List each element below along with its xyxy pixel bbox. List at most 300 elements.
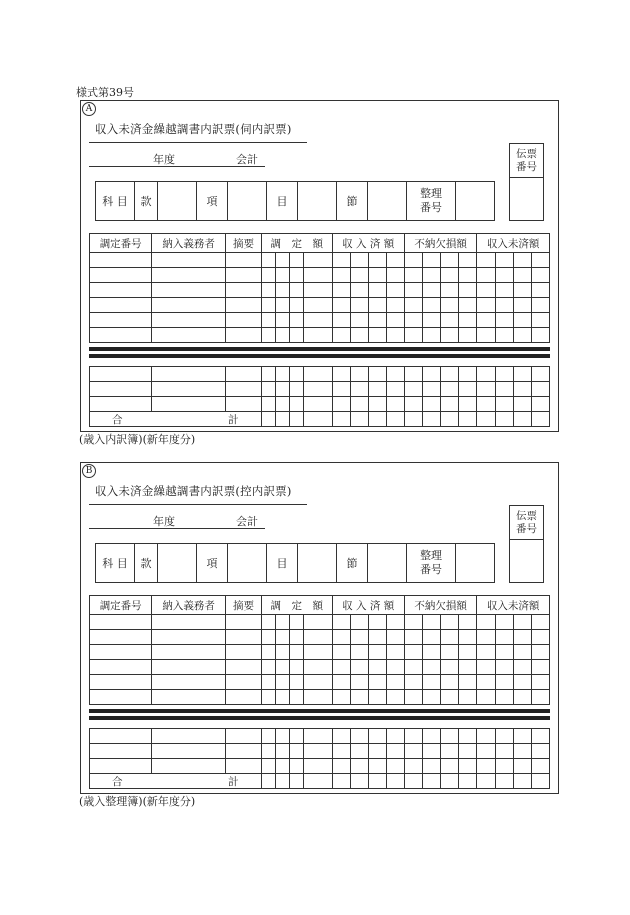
amount-digit-cell[interactable] — [386, 729, 404, 744]
amount-digit-cell[interactable] — [531, 645, 549, 660]
amount-digit-cell[interactable] — [477, 675, 495, 690]
amount-digit-cell[interactable] — [404, 729, 422, 744]
amount-digit-cell[interactable] — [276, 298, 290, 313]
summary-cell[interactable] — [225, 729, 261, 744]
chotei-number-cell[interactable] — [90, 729, 152, 744]
amount-digit-cell[interactable] — [423, 268, 441, 283]
amount-digit-cell[interactable] — [262, 744, 276, 759]
amount-digit-cell[interactable] — [423, 759, 441, 774]
summary-cell[interactable] — [225, 690, 261, 705]
amount-digit-cell[interactable] — [350, 630, 368, 645]
amount-digit-cell[interactable] — [477, 382, 495, 397]
summary-cell[interactable] — [225, 744, 261, 759]
amount-digit-cell[interactable] — [386, 397, 404, 412]
amount-digit-cell[interactable] — [513, 759, 531, 774]
amount-digit-cell[interactable] — [404, 690, 422, 705]
chotei-number-cell[interactable] — [90, 660, 152, 675]
amount-digit-cell[interactable] — [459, 660, 477, 675]
summary-cell[interactable] — [225, 660, 261, 675]
amount-digit-cell[interactable] — [262, 298, 276, 313]
amount-digit-cell[interactable] — [332, 675, 350, 690]
amount-digit-cell[interactable] — [477, 690, 495, 705]
amount-digit-cell[interactable] — [531, 615, 549, 630]
amount-digit-cell[interactable] — [276, 729, 290, 744]
amount-digit-cell[interactable] — [290, 253, 304, 268]
obligor-cell[interactable] — [152, 298, 225, 313]
amount-digit-cell[interactable] — [531, 268, 549, 283]
amount-digit-cell[interactable] — [459, 630, 477, 645]
amount-digit-cell[interactable] — [441, 253, 459, 268]
amount-digit-cell[interactable] — [368, 774, 386, 789]
amount-digit-cell[interactable] — [404, 744, 422, 759]
amount-digit-cell[interactable] — [304, 253, 332, 268]
summary-cell[interactable] — [225, 268, 261, 283]
amount-digit-cell[interactable] — [332, 298, 350, 313]
summary-cell[interactable] — [225, 397, 261, 412]
amount-digit-cell[interactable] — [262, 397, 276, 412]
amount-digit-cell[interactable] — [441, 268, 459, 283]
amount-digit-cell[interactable] — [423, 313, 441, 328]
amount-digit-cell[interactable] — [368, 615, 386, 630]
amount-digit-cell[interactable] — [531, 774, 549, 789]
kou-field[interactable] — [228, 182, 267, 221]
amount-digit-cell[interactable] — [368, 283, 386, 298]
obligor-cell[interactable] — [152, 313, 225, 328]
amount-digit-cell[interactable] — [495, 313, 513, 328]
amount-digit-cell[interactable] — [477, 268, 495, 283]
amount-digit-cell[interactable] — [404, 759, 422, 774]
amount-digit-cell[interactable] — [423, 298, 441, 313]
amount-digit-cell[interactable] — [386, 774, 404, 789]
amount-digit-cell[interactable] — [441, 759, 459, 774]
obligor-cell[interactable] — [152, 729, 225, 744]
amount-digit-cell[interactable] — [423, 615, 441, 630]
amount-digit-cell[interactable] — [531, 313, 549, 328]
amount-digit-cell[interactable] — [332, 382, 350, 397]
amount-digit-cell[interactable] — [477, 645, 495, 660]
amount-digit-cell[interactable] — [495, 645, 513, 660]
amount-digit-cell[interactable] — [262, 313, 276, 328]
amount-digit-cell[interactable] — [368, 690, 386, 705]
amount-digit-cell[interactable] — [404, 268, 422, 283]
amount-digit-cell[interactable] — [386, 382, 404, 397]
amount-digit-cell[interactable] — [262, 729, 276, 744]
amount-digit-cell[interactable] — [441, 412, 459, 427]
obligor-cell[interactable] — [152, 759, 225, 774]
summary-cell[interactable] — [225, 759, 261, 774]
amount-digit-cell[interactable] — [441, 328, 459, 343]
amount-digit-cell[interactable] — [332, 367, 350, 382]
amount-digit-cell[interactable] — [290, 328, 304, 343]
amount-digit-cell[interactable] — [459, 774, 477, 789]
amount-digit-cell[interactable] — [290, 367, 304, 382]
obligor-cell[interactable] — [152, 645, 225, 660]
amount-digit-cell[interactable] — [495, 630, 513, 645]
amount-digit-cell[interactable] — [290, 283, 304, 298]
amount-digit-cell[interactable] — [332, 630, 350, 645]
amount-digit-cell[interactable] — [423, 729, 441, 744]
amount-digit-cell[interactable] — [290, 268, 304, 283]
amount-digit-cell[interactable] — [368, 313, 386, 328]
amount-digit-cell[interactable] — [477, 298, 495, 313]
amount-digit-cell[interactable] — [386, 367, 404, 382]
amount-digit-cell[interactable] — [441, 283, 459, 298]
amount-digit-cell[interactable] — [262, 660, 276, 675]
amount-digit-cell[interactable] — [332, 645, 350, 660]
amount-digit-cell[interactable] — [423, 660, 441, 675]
amount-digit-cell[interactable] — [386, 412, 404, 427]
amount-digit-cell[interactable] — [262, 328, 276, 343]
amount-digit-cell[interactable] — [404, 630, 422, 645]
kou-field[interactable] — [228, 544, 267, 583]
amount-digit-cell[interactable] — [290, 729, 304, 744]
amount-digit-cell[interactable] — [477, 283, 495, 298]
amount-digit-cell[interactable] — [477, 313, 495, 328]
amount-digit-cell[interactable] — [531, 744, 549, 759]
amount-digit-cell[interactable] — [368, 660, 386, 675]
amount-digit-cell[interactable] — [350, 675, 368, 690]
chotei-number-cell[interactable] — [90, 328, 152, 343]
amount-digit-cell[interactable] — [404, 412, 422, 427]
amount-digit-cell[interactable] — [459, 283, 477, 298]
amount-digit-cell[interactable] — [262, 367, 276, 382]
moku-field[interactable] — [298, 544, 337, 583]
amount-digit-cell[interactable] — [262, 615, 276, 630]
amount-digit-cell[interactable] — [386, 690, 404, 705]
amount-digit-cell[interactable] — [368, 645, 386, 660]
amount-digit-cell[interactable] — [304, 313, 332, 328]
chotei-number-cell[interactable] — [90, 253, 152, 268]
obligor-cell[interactable] — [152, 615, 225, 630]
amount-digit-cell[interactable] — [262, 283, 276, 298]
amount-digit-cell[interactable] — [423, 382, 441, 397]
amount-digit-cell[interactable] — [350, 313, 368, 328]
amount-digit-cell[interactable] — [332, 328, 350, 343]
amount-digit-cell[interactable] — [459, 615, 477, 630]
amount-digit-cell[interactable] — [332, 774, 350, 789]
amount-digit-cell[interactable] — [404, 382, 422, 397]
amount-digit-cell[interactable] — [404, 675, 422, 690]
amount-digit-cell[interactable] — [276, 328, 290, 343]
amount-digit-cell[interactable] — [276, 268, 290, 283]
amount-digit-cell[interactable] — [350, 744, 368, 759]
seiri-number-field[interactable] — [456, 544, 495, 583]
obligor-cell[interactable] — [152, 744, 225, 759]
amount-digit-cell[interactable] — [531, 675, 549, 690]
amount-digit-cell[interactable] — [459, 645, 477, 660]
amount-digit-cell[interactable] — [386, 744, 404, 759]
summary-cell[interactable] — [225, 630, 261, 645]
chotei-number-cell[interactable] — [90, 615, 152, 630]
amount-digit-cell[interactable] — [304, 367, 332, 382]
summary-cell[interactable] — [225, 382, 261, 397]
amount-digit-cell[interactable] — [304, 397, 332, 412]
obligor-cell[interactable] — [152, 382, 225, 397]
seiri-number-field[interactable] — [456, 182, 495, 221]
setsu-field[interactable] — [368, 182, 407, 221]
amount-digit-cell[interactable] — [531, 382, 549, 397]
amount-digit-cell[interactable] — [477, 759, 495, 774]
amount-digit-cell[interactable] — [477, 729, 495, 744]
amount-digit-cell[interactable] — [290, 675, 304, 690]
amount-digit-cell[interactable] — [404, 645, 422, 660]
amount-digit-cell[interactable] — [423, 253, 441, 268]
amount-digit-cell[interactable] — [276, 367, 290, 382]
amount-digit-cell[interactable] — [404, 328, 422, 343]
amount-digit-cell[interactable] — [531, 298, 549, 313]
chotei-number-cell[interactable] — [90, 268, 152, 283]
kan-field[interactable] — [158, 182, 197, 221]
amount-digit-cell[interactable] — [513, 690, 531, 705]
amount-digit-cell[interactable] — [332, 412, 350, 427]
amount-digit-cell[interactable] — [386, 298, 404, 313]
amount-digit-cell[interactable] — [495, 615, 513, 630]
setsu-field[interactable] — [368, 544, 407, 583]
amount-digit-cell[interactable] — [513, 367, 531, 382]
amount-digit-cell[interactable] — [441, 774, 459, 789]
chotei-number-cell[interactable] — [90, 298, 152, 313]
amount-digit-cell[interactable] — [477, 660, 495, 675]
amount-digit-cell[interactable] — [495, 298, 513, 313]
amount-digit-cell[interactable] — [423, 367, 441, 382]
amount-digit-cell[interactable] — [477, 615, 495, 630]
amount-digit-cell[interactable] — [262, 690, 276, 705]
amount-digit-cell[interactable] — [276, 412, 290, 427]
amount-digit-cell[interactable] — [441, 382, 459, 397]
amount-digit-cell[interactable] — [290, 774, 304, 789]
amount-digit-cell[interactable] — [350, 774, 368, 789]
summary-cell[interactable] — [225, 367, 261, 382]
amount-digit-cell[interactable] — [531, 328, 549, 343]
obligor-cell[interactable] — [152, 328, 225, 343]
amount-digit-cell[interactable] — [276, 313, 290, 328]
amount-digit-cell[interactable] — [531, 729, 549, 744]
summary-cell[interactable] — [225, 253, 261, 268]
amount-digit-cell[interactable] — [495, 283, 513, 298]
amount-digit-cell[interactable] — [304, 759, 332, 774]
amount-digit-cell[interactable] — [290, 382, 304, 397]
amount-digit-cell[interactable] — [290, 660, 304, 675]
amount-digit-cell[interactable] — [386, 253, 404, 268]
amount-digit-cell[interactable] — [386, 615, 404, 630]
amount-digit-cell[interactable] — [368, 412, 386, 427]
amount-digit-cell[interactable] — [332, 759, 350, 774]
amount-digit-cell[interactable] — [495, 660, 513, 675]
summary-cell[interactable] — [225, 283, 261, 298]
amount-digit-cell[interactable] — [459, 690, 477, 705]
amount-digit-cell[interactable] — [304, 412, 332, 427]
amount-digit-cell[interactable] — [513, 298, 531, 313]
amount-digit-cell[interactable] — [513, 615, 531, 630]
amount-digit-cell[interactable] — [304, 690, 332, 705]
amount-digit-cell[interactable] — [290, 690, 304, 705]
chotei-number-cell[interactable] — [90, 630, 152, 645]
amount-digit-cell[interactable] — [495, 397, 513, 412]
slip-number-box[interactable] — [509, 143, 544, 221]
amount-digit-cell[interactable] — [386, 660, 404, 675]
amount-digit-cell[interactable] — [477, 328, 495, 343]
amount-digit-cell[interactable] — [290, 313, 304, 328]
amount-digit-cell[interactable] — [423, 690, 441, 705]
amount-digit-cell[interactable] — [276, 759, 290, 774]
amount-digit-cell[interactable] — [368, 382, 386, 397]
amount-digit-cell[interactable] — [304, 645, 332, 660]
amount-digit-cell[interactable] — [350, 397, 368, 412]
amount-digit-cell[interactable] — [276, 253, 290, 268]
amount-digit-cell[interactable] — [276, 283, 290, 298]
amount-digit-cell[interactable] — [477, 630, 495, 645]
amount-digit-cell[interactable] — [350, 690, 368, 705]
amount-digit-cell[interactable] — [513, 283, 531, 298]
amount-digit-cell[interactable] — [495, 253, 513, 268]
amount-digit-cell[interactable] — [495, 690, 513, 705]
slip-number-box[interactable] — [509, 505, 544, 583]
amount-digit-cell[interactable] — [495, 759, 513, 774]
amount-digit-cell[interactable] — [423, 645, 441, 660]
amount-digit-cell[interactable] — [459, 328, 477, 343]
obligor-cell[interactable] — [152, 690, 225, 705]
amount-digit-cell[interactable] — [404, 397, 422, 412]
amount-digit-cell[interactable] — [477, 744, 495, 759]
amount-digit-cell[interactable] — [404, 660, 422, 675]
amount-digit-cell[interactable] — [495, 729, 513, 744]
amount-digit-cell[interactable] — [290, 412, 304, 427]
amount-digit-cell[interactable] — [276, 645, 290, 660]
amount-digit-cell[interactable] — [441, 615, 459, 630]
obligor-cell[interactable] — [152, 660, 225, 675]
amount-digit-cell[interactable] — [459, 729, 477, 744]
amount-digit-cell[interactable] — [368, 367, 386, 382]
amount-digit-cell[interactable] — [350, 382, 368, 397]
amount-digit-cell[interactable] — [304, 729, 332, 744]
amount-digit-cell[interactable] — [304, 630, 332, 645]
amount-digit-cell[interactable] — [276, 615, 290, 630]
amount-digit-cell[interactable] — [350, 759, 368, 774]
amount-digit-cell[interactable] — [404, 283, 422, 298]
amount-digit-cell[interactable] — [386, 675, 404, 690]
amount-digit-cell[interactable] — [386, 268, 404, 283]
obligor-cell[interactable] — [152, 367, 225, 382]
amount-digit-cell[interactable] — [477, 367, 495, 382]
amount-digit-cell[interactable] — [386, 630, 404, 645]
amount-digit-cell[interactable] — [350, 253, 368, 268]
amount-digit-cell[interactable] — [262, 412, 276, 427]
amount-digit-cell[interactable] — [495, 268, 513, 283]
summary-cell[interactable] — [225, 298, 261, 313]
amount-digit-cell[interactable] — [513, 397, 531, 412]
amount-digit-cell[interactable] — [386, 759, 404, 774]
amount-digit-cell[interactable] — [513, 660, 531, 675]
amount-digit-cell[interactable] — [350, 283, 368, 298]
chotei-number-cell[interactable] — [90, 744, 152, 759]
amount-digit-cell[interactable] — [332, 268, 350, 283]
amount-digit-cell[interactable] — [513, 328, 531, 343]
amount-digit-cell[interactable] — [350, 328, 368, 343]
amount-digit-cell[interactable] — [441, 645, 459, 660]
amount-digit-cell[interactable] — [441, 630, 459, 645]
amount-digit-cell[interactable] — [513, 268, 531, 283]
amount-digit-cell[interactable] — [423, 630, 441, 645]
amount-digit-cell[interactable] — [350, 615, 368, 630]
amount-digit-cell[interactable] — [495, 744, 513, 759]
chotei-number-cell[interactable] — [90, 675, 152, 690]
kan-field[interactable] — [158, 544, 197, 583]
amount-digit-cell[interactable] — [304, 268, 332, 283]
amount-digit-cell[interactable] — [368, 729, 386, 744]
amount-digit-cell[interactable] — [459, 382, 477, 397]
amount-digit-cell[interactable] — [477, 774, 495, 789]
amount-digit-cell[interactable] — [441, 690, 459, 705]
obligor-cell[interactable] — [152, 675, 225, 690]
amount-digit-cell[interactable] — [332, 744, 350, 759]
chotei-number-cell[interactable] — [90, 759, 152, 774]
amount-digit-cell[interactable] — [459, 744, 477, 759]
amount-digit-cell[interactable] — [459, 253, 477, 268]
summary-cell[interactable] — [225, 645, 261, 660]
amount-digit-cell[interactable] — [262, 253, 276, 268]
chotei-number-cell[interactable] — [90, 690, 152, 705]
amount-digit-cell[interactable] — [513, 675, 531, 690]
amount-digit-cell[interactable] — [262, 675, 276, 690]
amount-digit-cell[interactable] — [262, 268, 276, 283]
amount-digit-cell[interactable] — [350, 367, 368, 382]
summary-cell[interactable] — [225, 313, 261, 328]
amount-digit-cell[interactable] — [459, 397, 477, 412]
amount-digit-cell[interactable] — [531, 630, 549, 645]
moku-field[interactable] — [298, 182, 337, 221]
amount-digit-cell[interactable] — [404, 298, 422, 313]
amount-digit-cell[interactable] — [276, 630, 290, 645]
amount-digit-cell[interactable] — [276, 690, 290, 705]
amount-digit-cell[interactable] — [459, 367, 477, 382]
amount-digit-cell[interactable] — [368, 744, 386, 759]
chotei-number-cell[interactable] — [90, 283, 152, 298]
amount-digit-cell[interactable] — [304, 382, 332, 397]
amount-digit-cell[interactable] — [441, 744, 459, 759]
amount-digit-cell[interactable] — [386, 283, 404, 298]
amount-digit-cell[interactable] — [513, 382, 531, 397]
amount-digit-cell[interactable] — [368, 759, 386, 774]
amount-digit-cell[interactable] — [441, 729, 459, 744]
amount-digit-cell[interactable] — [423, 412, 441, 427]
amount-digit-cell[interactable] — [531, 253, 549, 268]
amount-digit-cell[interactable] — [423, 283, 441, 298]
amount-digit-cell[interactable] — [423, 675, 441, 690]
amount-digit-cell[interactable] — [441, 298, 459, 313]
amount-digit-cell[interactable] — [477, 253, 495, 268]
obligor-cell[interactable] — [152, 253, 225, 268]
amount-digit-cell[interactable] — [332, 660, 350, 675]
fiscal-year-field[interactable] — [89, 512, 265, 529]
amount-digit-cell[interactable] — [368, 397, 386, 412]
amount-digit-cell[interactable] — [290, 645, 304, 660]
amount-digit-cell[interactable] — [459, 759, 477, 774]
amount-digit-cell[interactable] — [262, 630, 276, 645]
amount-digit-cell[interactable] — [290, 744, 304, 759]
amount-digit-cell[interactable] — [495, 382, 513, 397]
amount-digit-cell[interactable] — [423, 744, 441, 759]
amount-digit-cell[interactable] — [290, 298, 304, 313]
chotei-number-cell[interactable] — [90, 397, 152, 412]
amount-digit-cell[interactable] — [290, 630, 304, 645]
amount-digit-cell[interactable] — [350, 729, 368, 744]
amount-digit-cell[interactable] — [262, 774, 276, 789]
amount-digit-cell[interactable] — [531, 367, 549, 382]
amount-digit-cell[interactable] — [441, 675, 459, 690]
amount-digit-cell[interactable] — [368, 268, 386, 283]
obligor-cell[interactable] — [152, 283, 225, 298]
amount-digit-cell[interactable] — [513, 645, 531, 660]
